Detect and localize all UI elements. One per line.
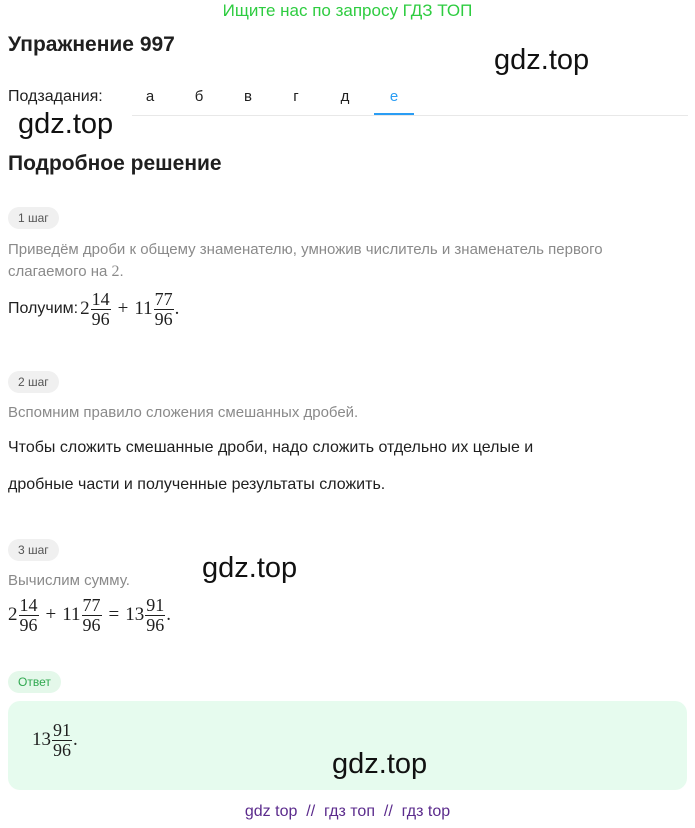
answer-badge: Ответ: [8, 671, 61, 693]
fraction: $\frac{77}{96}$: [82, 595, 101, 635]
subtasks-divider: [132, 115, 688, 116]
step-1-expression: 2 $\frac{14}{96}$ + 11 $\frac{77}{96}$ .: [80, 289, 180, 329]
fraction: $\frac{77}{96}$: [154, 289, 173, 329]
plus-sign: +: [117, 298, 129, 320]
watermark: gdz.top: [332, 748, 428, 780]
tab-b[interactable]: б: [194, 88, 204, 105]
step-1-badge: 1 шаг: [8, 207, 59, 229]
step-3-text: Вычислим сумму.: [8, 572, 130, 589]
whole-part: 11: [134, 298, 153, 320]
tab-a[interactable]: а: [145, 88, 155, 105]
step-3-expression: 2 $\frac{14}{96}$ + 11 $\frac{77}{96}$ = 13 $\frac{91}{96}$ .: [8, 595, 171, 635]
step-2-rule-line2: дробные части и полученные результаты сложить.: [8, 476, 386, 493]
watermark: gdz.top: [18, 108, 114, 140]
step-2-text: Вспомним правило сложения смешанных дробей.: [8, 404, 359, 421]
top-banner: Ищите нас по запросу ГДЗ ТОП: [222, 1, 473, 20]
watermark: gdz.top: [202, 552, 298, 584]
section-title: Подробное решение: [8, 152, 222, 175]
step-1-number: 2: [111, 263, 120, 280]
whole-part: 13: [125, 604, 145, 626]
whole-part: 2: [8, 604, 18, 626]
step-2-badge: 2 шаг: [8, 371, 59, 393]
page-title: Упражнение 997: [8, 33, 175, 56]
answer-expression: 13 $\frac{91}{96}$ .: [32, 720, 78, 760]
fraction: $\frac{14}{96}$: [19, 595, 38, 635]
fraction: $\frac{14}{96}$: [91, 289, 110, 329]
active-tab-indicator: [374, 113, 414, 115]
step-1-text-line2: слагаемого на 2.: [8, 261, 124, 283]
step-1-result: [8, 290, 179, 329]
tab-d[interactable]: д: [340, 88, 350, 105]
plus-sign: +: [45, 604, 57, 626]
whole-part: 2: [80, 298, 90, 320]
tab-v[interactable]: в: [244, 88, 252, 105]
fraction: $\frac{91}{96}$: [53, 720, 71, 760]
step-2-rule-line1: Чтобы сложить смешанные дроби, надо сложить отдельно их целые и: [8, 439, 534, 456]
equals-sign: =: [108, 604, 120, 626]
tab-g[interactable]: г: [293, 88, 299, 105]
tab-e[interactable]: е: [389, 88, 399, 105]
whole-part: 11: [62, 604, 81, 626]
step-1-result-label: Получим:: [8, 300, 79, 318]
footer-links[interactable]: gdz top // гдз топ // гдз top: [244, 803, 451, 820]
fraction: $\frac{91}{96}$: [146, 595, 165, 635]
subtasks-label: Подзадания:: [8, 88, 103, 105]
step-1-text-line1: Приведём дроби к общему знаменателю, умножив числитель и знаменатель первого: [8, 241, 603, 258]
watermark: gdz.top: [494, 44, 590, 76]
step-1-text-line2-words: слагаемого на: [8, 263, 108, 280]
step-3-badge: 3 шаг: [8, 539, 59, 561]
whole-part: 13: [32, 729, 51, 751]
